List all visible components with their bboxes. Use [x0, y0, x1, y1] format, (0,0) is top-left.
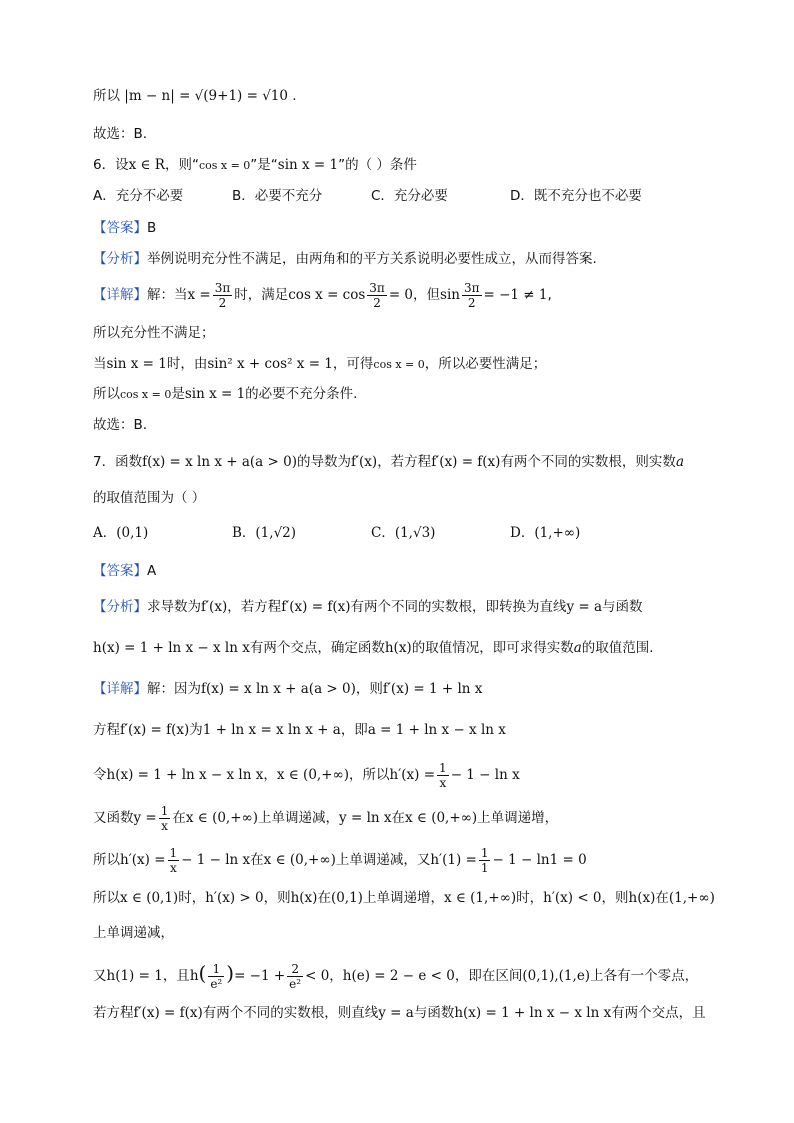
fraction: $\frac{2}{\text{e²}}$	[289, 962, 302, 991]
math-expression: cos x = cos	[288, 287, 366, 303]
answer-tag: 【答案】	[93, 563, 147, 579]
fraction: $\frac{1}{\text{e²}}$	[210, 962, 223, 991]
math-expression: sin	[440, 287, 460, 303]
text: ”的（ ）条件	[338, 157, 417, 173]
text-line: 又函数y = $\frac{1}{x}$ 在x ∈ (0,+∞)上单调递减，y = ln x在x ∈ (0,+∞)上单调递增，	[93, 804, 559, 833]
fraction: $\frac{3\pi}{2}$	[463, 281, 480, 310]
text: ,	[547, 287, 552, 303]
text-line: 所以cos x = 0是sin x = 1的必要不充分条件.	[93, 386, 358, 402]
fraction: $\frac{1}{x}$	[169, 846, 178, 875]
text-line	[93, 124, 147, 144]
text: 时，满足	[234, 287, 289, 303]
text-line: 若方程f′(x) = f(x)有两个不同的实数根，则直线y = a与函数h(x) = 1 + ln x − x ln x有两个交点，且	[93, 1005, 706, 1021]
text: 举例说明充分性不满足，由两角和的平方关系说明必要性成立，从而得答案.	[147, 251, 597, 267]
text-line: 的取值范围为（ ）	[93, 490, 206, 506]
text: 故选：B.	[93, 126, 148, 142]
text: 所以充分性不满足；	[93, 325, 215, 341]
option-c: C．(1,√3)	[371, 525, 436, 541]
question-7: 7．函数f(x) = x ln x + a(a > 0)的导数为f′(x)，若方程f′(x) = f(x)有两个不同的实数根，则实数a	[93, 454, 684, 470]
fraction: $\frac{1}{x}$	[160, 804, 169, 833]
question-6	[93, 155, 417, 176]
text-line: h(x) = 1 + ln x − x ln x有两个交点，确定函数h(x)的取值情况，即可求得实数a的取值范围.	[93, 640, 654, 656]
answer-line	[93, 218, 156, 238]
text-line	[93, 323, 215, 343]
math-expression: cos x = 0	[198, 159, 251, 172]
text-line: 方程f′(x) = f(x)为1 + ln x = x ln x + a，即a = 1 + ln x − x ln x	[93, 722, 506, 738]
detail-tag: 【详解】	[93, 287, 147, 303]
answer-value: B	[147, 220, 157, 236]
text-line: 令h(x) = 1 + ln x − x ln x，x ∈ (0,+∞)，所以h′(x) = $\frac{1}{x}$ − 1 − ln x	[93, 761, 520, 790]
text: ”是“	[250, 157, 278, 173]
math-expression: sin x = 1	[277, 157, 339, 173]
math-expression: x =	[187, 287, 211, 303]
text-line: 又h(1) = 1，且h( $\frac{1}{\text{e²}}$ )= −1 + $\frac{2}{\text{e²}}$ < 0，h(e) = 2 − e < 0，即在区间(0,1),(1,e)上各有一个零点，	[93, 961, 699, 991]
detail-tag: 【详解】	[93, 681, 147, 697]
fraction: $\frac{1}{1}$	[480, 846, 489, 875]
option-b: B．(1,√2)	[232, 525, 297, 541]
answer-line	[93, 561, 156, 581]
question-number: 6．设	[93, 157, 129, 173]
math-expression: = 0	[388, 287, 414, 303]
math-expression: x ∈ R	[128, 157, 165, 173]
option-a: A．(0,1)	[93, 525, 149, 541]
option-b: B．必要不充分	[232, 188, 323, 204]
option-c: C．充分必要	[371, 188, 448, 204]
text-line: 所以x ∈ (0,1)时，h′(x) > 0，则h(x)在(0,1)上单调递增，x ∈ (1,+∞)时，h′(x) < 0，则h(x)在(1,+∞)	[93, 890, 715, 906]
fraction: $\frac{3\pi}{2}$	[214, 281, 231, 310]
text: 解：当	[147, 287, 188, 303]
option-d: D．既不充分也不必要	[510, 188, 642, 204]
detail-line: 【详解】解：因为f(x) = x ln x + a(a > 0)，则f′(x) = 1 + ln x	[93, 681, 483, 697]
analysis-tag: 【分析】	[93, 599, 147, 615]
text: ，则“	[164, 157, 199, 173]
answer-tag: 【答案】	[93, 220, 147, 236]
text: .	[292, 88, 297, 104]
math-expression: = −1 ≠ 1	[483, 287, 548, 303]
text: ，但	[413, 287, 441, 303]
option-a: A．充分不必要	[93, 188, 184, 204]
text: 所以	[93, 88, 120, 104]
analysis-tag: 【分析】	[93, 251, 147, 267]
option-d: D．(1,+∞)	[510, 525, 581, 541]
text-line: 上单调递减，	[93, 925, 174, 941]
answer-value: A	[147, 563, 157, 579]
question-number: 7．函数	[93, 454, 143, 470]
text-line: 当sin x = 1时，由sin² x + cos² x = 1，可得cos x = 0，所以必要性满足；	[93, 356, 547, 372]
analysis-line	[93, 249, 597, 269]
text-line	[93, 86, 297, 106]
text-line: 所以h′(x) = $\frac{1}{x}$ − 1 − ln x在x ∈ (0,+∞)上单调递减，又h′(1) = $\frac{1}{1}$ − 1 − ln1 = 0	[93, 846, 587, 875]
math-expression: |m − n| = √(9+1) = √10	[124, 88, 288, 104]
fraction: $\frac{3\pi}{2}$	[369, 281, 385, 310]
fraction: $\frac{1}{x}$	[439, 761, 447, 790]
detail-line	[93, 281, 552, 310]
text-line: 故选：B.	[93, 417, 148, 433]
analysis-line: 【分析】求导数为f′(x)，若方程f′(x) = f(x)有两个不同的实数根，即转换为直线y = a与函数	[93, 599, 643, 615]
